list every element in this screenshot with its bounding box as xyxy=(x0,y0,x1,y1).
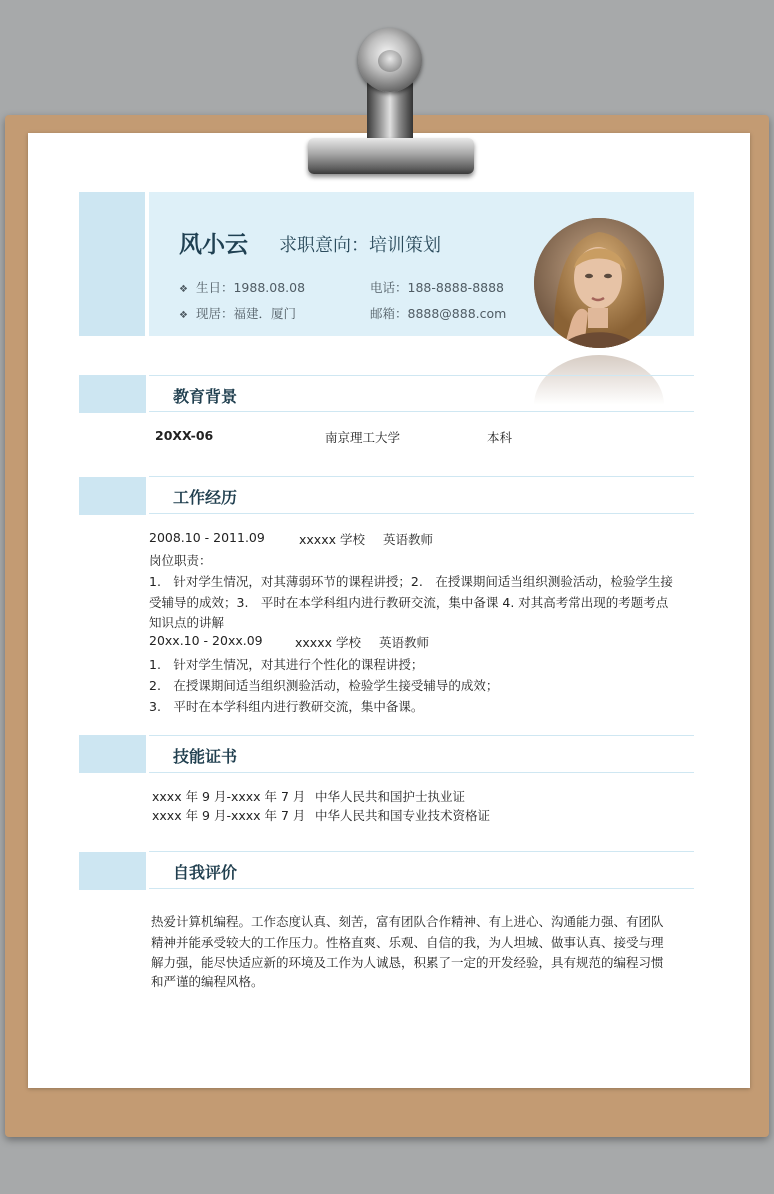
job2-duty-line: 1. 针对学生情况，对其进行个性化的课程讲授； xyxy=(149,657,424,672)
self-eval-line: 解力强，能尽快适应新的环境及工作为人诚恳，积累了一定的开发经验，具有规范的编程习惯 xyxy=(151,955,664,970)
section-title-work: 工作经历 xyxy=(173,488,238,507)
section-divider xyxy=(149,513,694,514)
section-accent-block xyxy=(79,852,146,890)
section-divider xyxy=(149,772,694,773)
cert-period: xxxx 年 9 月-xxxx 年 7 月 xyxy=(152,808,306,823)
binder-clip-hole xyxy=(378,50,402,72)
job1-duty-line: 1. 针对学生情况，对其薄弱环节的课程讲授；2. 在授课期间适当组织测验活动，检验学生接 xyxy=(149,574,673,589)
section-title-self-eval: 自我评价 xyxy=(173,863,238,882)
residence-info xyxy=(179,304,296,322)
job1-role: 英语教师 xyxy=(383,532,434,547)
cert-period: xxxx 年 9 月-xxxx 年 7 月 xyxy=(152,789,306,804)
cert-name: 中华人民共和国护士执业证 xyxy=(315,789,466,804)
section-divider xyxy=(149,851,694,852)
section-accent-block xyxy=(79,477,146,515)
candidate-name: 风小云 xyxy=(179,232,248,258)
section-accent-block xyxy=(79,735,146,773)
job2-duty-line: 2. 在授课期间适当组织测验活动，检验学生接受辅导的成效； xyxy=(149,678,499,693)
section-title-skills: 技能证书 xyxy=(173,747,238,766)
section-divider xyxy=(149,375,694,376)
job1-duty-line: 知识点的讲解 xyxy=(149,615,225,630)
birth-info xyxy=(179,278,305,296)
self-eval-line: 和严谨的编程风格。 xyxy=(151,974,264,989)
section-divider xyxy=(149,476,694,477)
diamond-bullet-icon: ❖ xyxy=(179,310,188,321)
section-divider xyxy=(149,411,694,412)
self-eval-line: 精神并能承受较大的工作压力。性格直爽、乐观、自信的我，为人坦城、做事认真、接受与理 xyxy=(151,935,664,950)
phone-info: 电话：188-8888-8888 xyxy=(370,280,505,295)
education-degree: 本科 xyxy=(487,430,513,445)
job1-duty-label: 岗位职责： xyxy=(149,553,212,568)
education-date: 20XX-06 xyxy=(155,428,214,443)
section-divider xyxy=(149,735,694,736)
job1-duty-line: 受辅导的成效；3. 平时在本学科组内进行教研交流，集中备课 4. 对其高考常出现的考题考点 xyxy=(149,595,669,610)
job-intention: 求职意向：培训策划 xyxy=(279,235,441,256)
birth-text: 生日：1988.08.08 xyxy=(195,280,306,295)
self-eval-line: 热爱计算机编程。工作态度认真、刻苦，富有团队合作精神、有上进心、沟通能力强、有团队 xyxy=(151,914,664,929)
job2-org: xxxxx 学校 xyxy=(295,635,361,650)
email-info: 邮箱：8888@888.com xyxy=(370,306,507,321)
residence-text: 现居：福建．厦门 xyxy=(195,306,296,321)
diamond-bullet-icon: ❖ xyxy=(179,284,188,295)
job2-period: 20xx.10 - 20xx.09 xyxy=(149,633,263,648)
section-accent-block xyxy=(79,375,146,413)
job2-duty-line: 3. 平时在本学科组内进行教研交流，集中备课。 xyxy=(149,699,424,714)
cert-name: 中华人民共和国专业技术资格证 xyxy=(315,808,491,823)
section-divider xyxy=(149,888,694,889)
job1-org: xxxxx 学校 xyxy=(299,532,365,547)
section-title-education: 教育背景 xyxy=(173,387,238,406)
avatar xyxy=(534,218,664,348)
job2-role: 英语教师 xyxy=(379,635,430,650)
education-school: 南京理工大学 xyxy=(325,430,401,445)
binder-clip-base xyxy=(308,138,474,174)
portrait-photo xyxy=(534,218,664,348)
job1-period: 2008.10 - 2011.09 xyxy=(149,530,265,545)
header-accent-block xyxy=(79,192,145,336)
